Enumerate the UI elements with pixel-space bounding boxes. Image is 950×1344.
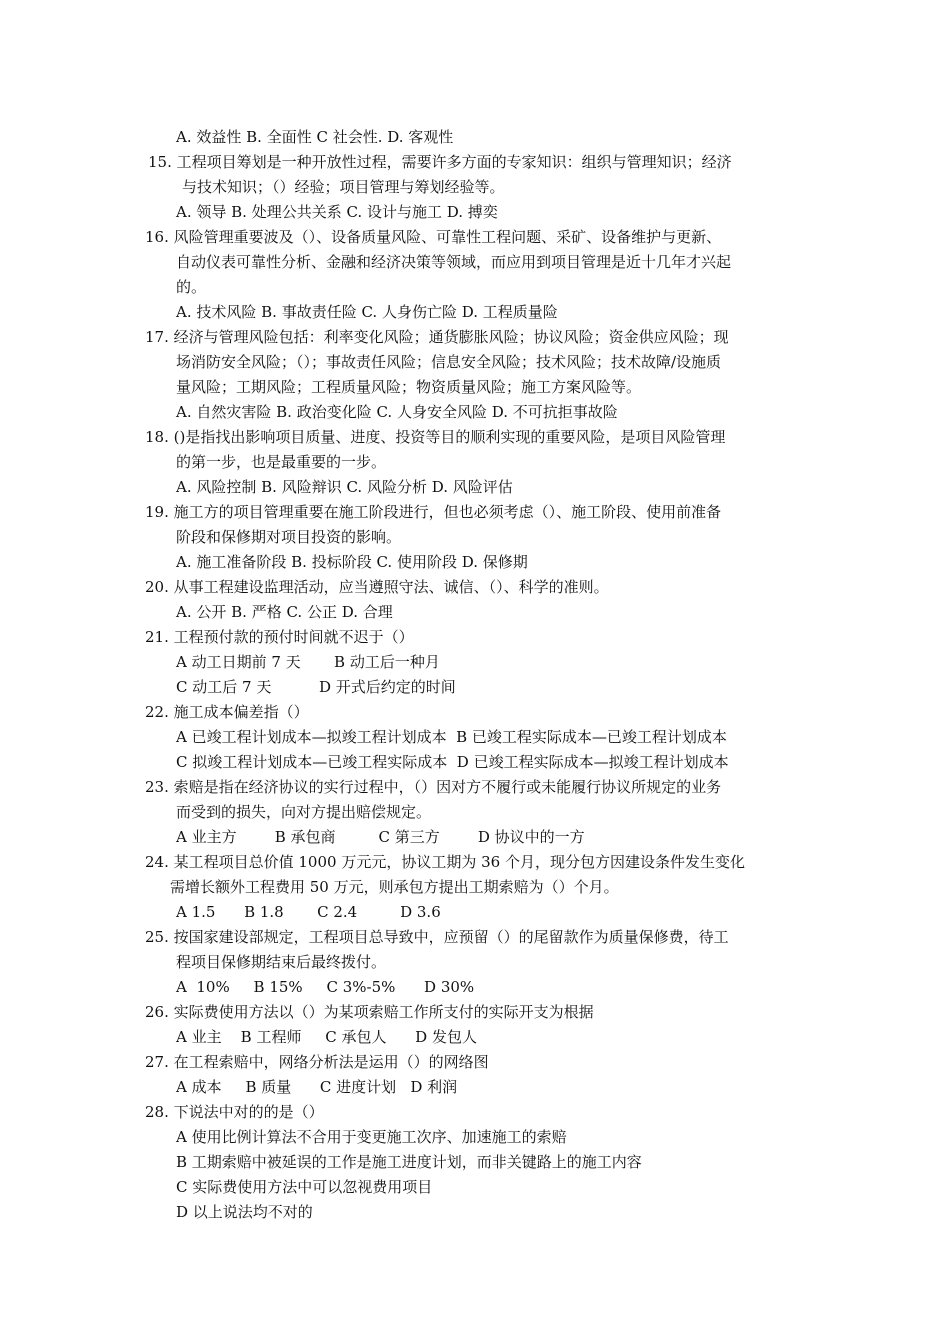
text-line: 18. ()是指找出影响项目质量、进度、投资等目的顺利实现的重要风险，是项目风险管理: [145, 428, 726, 446]
text-line: B 工期索赔中被延误的工作是施工进度计划，而非关键路上的施工内容: [176, 1153, 642, 1171]
text-line: A 动工日期前 7 天 B 动工后一种月: [176, 653, 440, 671]
text-line: D 以上说法均不对的: [176, 1203, 313, 1221]
text-line: 21. 工程预付款的预付时间就不迟于（）: [145, 628, 414, 646]
text-line: A. 自然灾害险 B. 政治变化险 C. 人身安全风险 D. 不可抗拒事故险: [176, 403, 618, 421]
text-line: 23. 索赔是指在经济协议的实行过程中，（）因对方不履行或未能履行协议所规定的业务: [145, 778, 722, 796]
text-line: A. 效益性 B. 全面性 C 社会性. D. 客观性: [176, 128, 454, 146]
text-line: A 使用比例计算法不合用于变更施工次序、加速施工的索赔: [176, 1128, 567, 1146]
text-line: 需增长额外工程费用 50 万元，则承包方提出工期索赔为（）个月。: [170, 878, 619, 896]
text-line: 15. 工程项目筹划是一种开放性过程，需要许多方面的专家知识：组织与管理知识；经济: [148, 153, 732, 171]
text-line: A 1.5 B 1.8 C 2.4 D 3.6: [176, 903, 441, 921]
text-line: 16. 风险管理重要波及（）、设备质量风险、可靠性工程问题、采矿、设备维护与更新、: [145, 228, 722, 246]
text-line: 阶段和保修期对项目投资的影响。: [176, 528, 402, 546]
text-line: 17. 经济与管理风险包括：利率变化风险；通货膨胀风险；协议风险；资金供应风险；现: [145, 328, 729, 346]
text-line: 26. 实际费使用方法以（）为某项索赔工作所支付的实际开支为根据: [145, 1003, 594, 1021]
text-line: 的第一步，也是最重要的一步。: [176, 453, 387, 471]
text-line: 25. 按国家建设部规定，工程项目总导致中，应预留（）的尾留款作为质量保修费，待工: [145, 928, 729, 946]
text-line: 27. 在工程索赔中，网络分析法是运用（）的网络图: [145, 1053, 489, 1071]
text-line: A. 施工准备阶段 B. 投标阶段 C. 使用阶段 D. 保修期: [176, 553, 528, 571]
text-line: 程项目保修期结束后最终拨付。: [176, 953, 387, 971]
text-line: A 成本 B 质量 C 进度计划 D 利润: [176, 1078, 458, 1096]
text-line: C 动工后 7 天 D 开式后约定的时间: [176, 678, 456, 696]
text-line: A 已竣工程计划成本—拟竣工程计划成本 B 已竣工程实际成本—已竣工程计划成本: [176, 728, 727, 746]
text-line: A 10% B 15% C 3%-5% D 30%: [176, 978, 475, 996]
text-line: 的。: [176, 278, 207, 296]
text-line: A 业主方 B 承包商 C 第三方 D 协议中的一方: [176, 828, 585, 846]
text-line: 22. 施工成本偏差指（）: [145, 703, 309, 721]
text-line: 场消防安全风险；（）；事故责任风险；信息安全风险；技术风险；技术故障/设施质: [176, 353, 722, 371]
text-line: A. 公开 B. 严格 C. 公正 D. 合理: [176, 603, 393, 621]
text-line: 自动仪表可靠性分析、金融和经济决策等领域，而应用到项目管理是近十几年才兴起: [176, 253, 732, 271]
text-line: C 实际费使用方法中可以忽视费用项目: [176, 1178, 433, 1196]
text-line: 28. 下说法中对的的是（）: [145, 1103, 324, 1121]
text-line: A 业主 B 工程师 C 承包人 D 发包人: [176, 1028, 477, 1046]
text-line: 而受到的损失，向对方提出赔偿规定。: [176, 803, 432, 821]
text-line: A. 风险控制 B. 风险辩识 C. 风险分析 D. 风险评估: [176, 478, 513, 496]
text-line: A. 领导 B. 处理公共关系 C. 设计与施工 D. 搏奕: [176, 203, 498, 221]
text-line: C 拟竣工程计划成本—已竣工程实际成本 D 已竣工程实际成本—拟竣工程计划成本: [176, 753, 729, 771]
text-line: 量风险；工期风险；工程质量风险；物资质量风险；施工方案风险等。: [176, 378, 642, 396]
text-line: 20. 从事工程建设监理活动，应当遵照守法、诚信、（）、科学的准则。: [145, 578, 609, 596]
text-line: 19. 施工方的项目管理重要在施工阶段进行，但也必须考虑（）、施工阶段、使用前准备: [145, 503, 722, 521]
text-line: 24. 某工程项目总价值 1000 万元元，协议工期为 36 个月，现分包方因建设条件发生变化: [145, 853, 745, 871]
text-line: 与技术知识；（）经验；项目管理与筹划经验等。: [182, 178, 505, 196]
text-line: A. 技术风险 B. 事故责任险 C. 人身伤亡险 D. 工程质量险: [176, 303, 558, 321]
